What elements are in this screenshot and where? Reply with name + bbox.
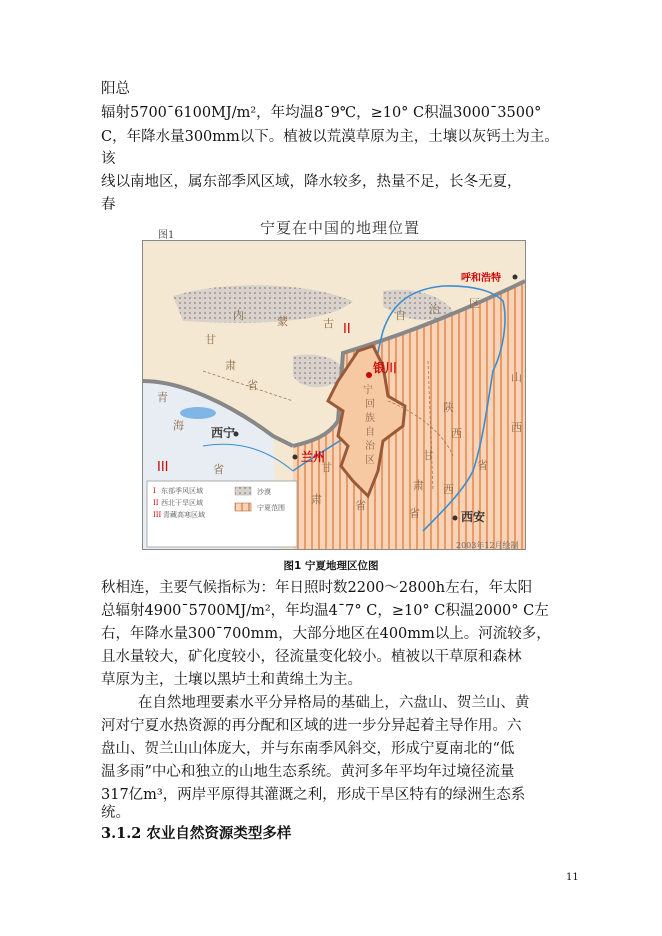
region-char: 甘 — [321, 461, 332, 474]
figure-caption: 图1 宁夏地理区位图 — [283, 560, 379, 572]
text-line: 盘山、贺兰山山体庞大，并与东南季风斜交，形成宁夏南北的“低 — [101, 741, 515, 757]
svg-text:III: III — [153, 511, 162, 519]
legend-item: 青藏高寒区域 — [163, 511, 205, 519]
text-line: 总辐射4900¯5700MJ/m²，年均温4¯7° C，≥10° C积温2000° C左 — [101, 603, 549, 619]
region-char: 省 — [355, 499, 366, 512]
text-line: 草原为主，土壤以黑垆土和黄绵土为主。 — [101, 672, 362, 688]
region-char: 省 — [213, 463, 224, 476]
legend-item: 西北干旱区域 — [161, 499, 203, 507]
qinghai-lake — [180, 407, 216, 419]
region-char: 西 — [451, 427, 462, 440]
map-credit: 2003年12月绘制 — [456, 541, 519, 550]
map-figure — [142, 212, 524, 556]
city-marker — [453, 516, 458, 521]
region-char: 族 — [365, 413, 375, 424]
region-char: 海 — [173, 419, 184, 432]
region-char: 省 — [477, 459, 488, 472]
region-char: 回 — [365, 399, 375, 410]
text-line: 在自然地理要素水平分异格局的基础上，六盘山、贺兰山、黄 — [101, 695, 530, 711]
city-label: 银川 — [373, 361, 398, 375]
region-char: 陕 — [443, 401, 454, 414]
svg-text:I: I — [153, 487, 156, 495]
region-char: 甘 — [205, 333, 216, 346]
text-line: 阳总 — [101, 81, 130, 97]
city-marker — [366, 372, 372, 378]
region-char: 内 — [233, 309, 244, 322]
section-heading: 3.1.2 农业自然资源类型多样 — [101, 825, 292, 842]
svg-text:II: II — [153, 499, 159, 507]
text-line: 秋相连，主要气候指标为：年日照时数2200～2800h左右，年太阳 — [101, 580, 533, 596]
region-char: 西 — [511, 421, 522, 434]
region-char: 省 — [409, 507, 420, 520]
text-line: 317亿m³，两岸平原得其灌溉之利，形成干旱区特有的绿洲生态系 — [101, 787, 526, 803]
map-title: 宁夏在中国的地理位置 — [260, 219, 421, 237]
city-label: 呼和浩特 — [461, 273, 501, 284]
region-char: 青 — [157, 391, 168, 404]
region-char: 宁 — [363, 385, 373, 396]
text-line: 辐射5700¯6100MJ/m²，年均温8¯9℃，≥10° C积温3000¯3500° — [101, 105, 542, 121]
text-line: 统。 — [101, 805, 130, 821]
region-char: 肃 — [311, 493, 322, 506]
map-image — [142, 240, 526, 550]
region-char: 治 — [429, 303, 440, 316]
text-line: 且水量较大，矿化度较小，径流量变化较小。植被以干草原和森林 — [101, 649, 522, 665]
region-char: 区 — [365, 455, 375, 466]
region-char: 治 — [365, 441, 375, 452]
legend-swatch — [235, 503, 251, 511]
text-line: 线以南地区，属东部季风区域，降水较多，热量不足，长冬无夏， — [101, 174, 522, 190]
region-char: 自 — [365, 427, 375, 438]
city-label: 兰州 — [301, 450, 326, 464]
city-marker — [513, 275, 518, 280]
legend-swatch — [235, 487, 251, 495]
city-marker — [293, 455, 298, 460]
zone-numeral: II — [343, 322, 351, 337]
region-char: 自 — [395, 309, 406, 322]
region-char: 区 — [469, 297, 480, 310]
region-char: 肃 — [413, 479, 424, 492]
legend-item: 东部季风区域 — [161, 487, 203, 495]
region-char: 蒙 — [277, 315, 288, 328]
page-number: 11 — [566, 872, 579, 883]
text-line: 该 — [101, 151, 116, 167]
text-line: 温多雨”中心和独立的山地生态系统。黄河多年平均年过境径流量 — [101, 764, 515, 780]
region-char: 古 — [323, 317, 334, 330]
text-line: 河对宁夏水热资源的再分配和区域的进一步分异起着主导作用。六 — [101, 718, 522, 734]
region-char: 省 — [247, 379, 258, 392]
city-label: 西宁 — [211, 426, 236, 440]
region-char: 甘 — [423, 449, 434, 462]
region-char: 山 — [511, 371, 522, 384]
region-char: 西 — [443, 483, 454, 496]
text-line: C，年降水量300mm以下。植被以荒漠草原为主，土壤以灰钙土为主。 — [101, 129, 559, 145]
figure-label: 图1 — [158, 230, 175, 241]
city-label: 西安 — [461, 510, 486, 524]
legend-item: 宁夏范围 — [257, 504, 285, 512]
legend-item: 沙漠 — [257, 488, 271, 496]
zone-numeral: III — [157, 460, 169, 475]
region-char: 肃 — [225, 359, 236, 372]
text-line: 右，年降水量300¯700mm，大部分地区在400mm以上。河流较多， — [101, 626, 551, 642]
text-line: 春 — [101, 197, 116, 213]
